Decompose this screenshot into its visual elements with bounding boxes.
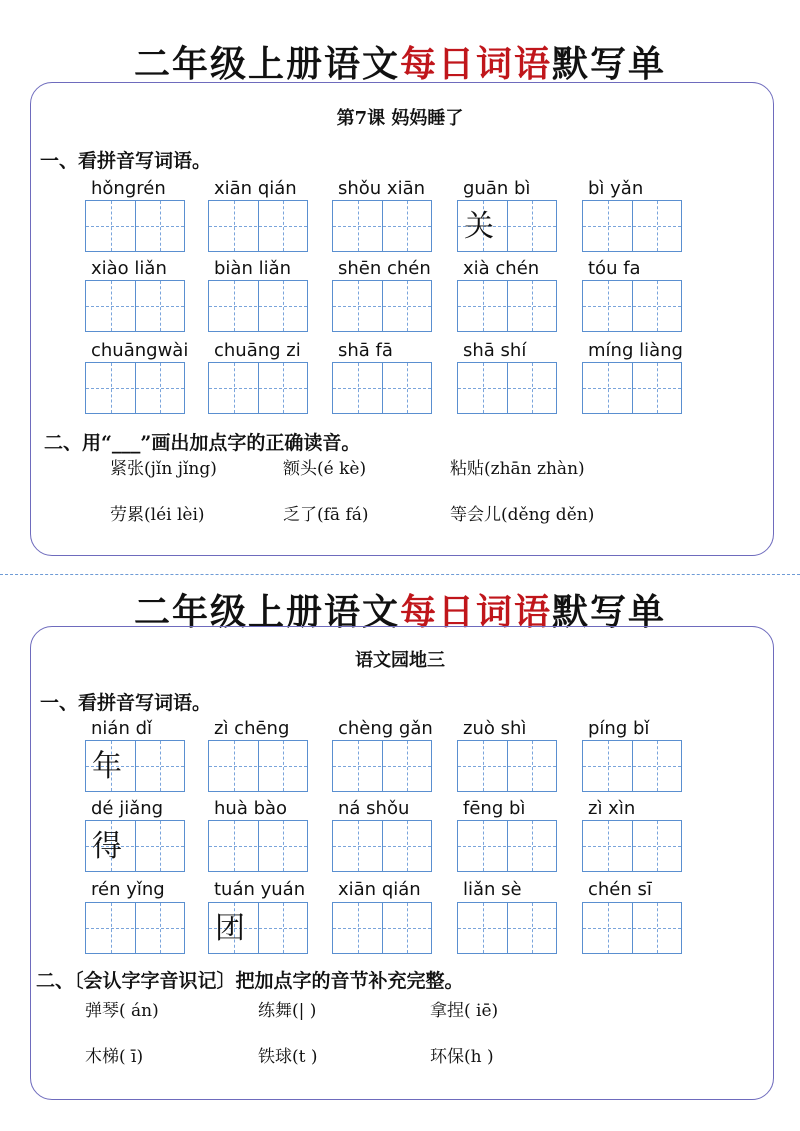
writing-grid[interactable] bbox=[582, 200, 682, 252]
pronunciation-item: 弹琴( án) bbox=[85, 1001, 159, 1021]
writing-grid[interactable] bbox=[85, 902, 185, 954]
writing-grid[interactable] bbox=[332, 902, 432, 954]
pinyin-label: zuò shì bbox=[463, 718, 527, 739]
pinyin-label: guān bì bbox=[463, 178, 531, 199]
example-character: 得 bbox=[92, 829, 122, 864]
pronunciation-item: 乏了(fā fá) bbox=[283, 505, 369, 525]
section-heading: 一、看拼音写词语。 bbox=[40, 150, 212, 172]
writing-grid[interactable] bbox=[457, 200, 557, 252]
cut-line bbox=[0, 574, 800, 575]
writing-grid[interactable] bbox=[85, 740, 185, 792]
pinyin-label: hǒngrén bbox=[91, 178, 166, 199]
pinyin-label: xiān qián bbox=[338, 879, 421, 900]
writing-grid[interactable] bbox=[457, 362, 557, 414]
pinyin-label: zì chēng bbox=[214, 718, 290, 739]
pronunciation-item: 练舞(| ) bbox=[258, 1001, 317, 1021]
pronunciation-item: 紧张(jǐn jǐng) bbox=[110, 459, 217, 479]
pinyin-label: biàn liǎn bbox=[214, 258, 292, 279]
pinyin-label: xiān qián bbox=[214, 178, 297, 199]
writing-grid[interactable] bbox=[85, 200, 185, 252]
pinyin-label: chén sī bbox=[588, 879, 652, 900]
writing-grid[interactable] bbox=[208, 902, 308, 954]
writing-grid[interactable] bbox=[582, 280, 682, 332]
lesson-title: 语文园地三 bbox=[355, 650, 445, 671]
writing-grid[interactable] bbox=[332, 280, 432, 332]
pinyin-label: dé jiǎng bbox=[91, 798, 164, 819]
writing-grid[interactable] bbox=[582, 740, 682, 792]
writing-grid[interactable] bbox=[208, 740, 308, 792]
lesson-title: 第7课 妈妈睡了 bbox=[336, 108, 464, 129]
pinyin-label: nián dǐ bbox=[91, 718, 152, 739]
pinyin-label: shǒu xiān bbox=[338, 178, 426, 199]
pinyin-label: bì yǎn bbox=[588, 178, 644, 199]
pinyin-label: fēng bì bbox=[463, 798, 526, 819]
pinyin-label: míng liàng bbox=[588, 340, 683, 361]
section-heading: 二、用“___”画出加点字的正确读音。 bbox=[44, 432, 361, 454]
pinyin-label: chuāngwài bbox=[91, 340, 189, 361]
pinyin-label: shā shí bbox=[463, 340, 527, 361]
writing-grid[interactable] bbox=[457, 820, 557, 872]
pinyin-label: xiào liǎn bbox=[91, 258, 167, 279]
pinyin-label: zì xìn bbox=[588, 798, 636, 819]
pronunciation-item: 木梯( ī) bbox=[85, 1047, 144, 1067]
writing-grid[interactable] bbox=[332, 362, 432, 414]
writing-grid[interactable] bbox=[457, 740, 557, 792]
pinyin-label: píng bǐ bbox=[588, 718, 650, 739]
writing-grid[interactable] bbox=[208, 362, 308, 414]
pronunciation-item: 劳累(léi lèi) bbox=[110, 505, 205, 525]
example-character: 团 bbox=[215, 911, 245, 946]
writing-grid[interactable] bbox=[85, 280, 185, 332]
section-heading: 二、〔会认字字音识记〕把加点字的音节补充完整。 bbox=[36, 970, 464, 992]
pronunciation-item: 拿捏( iē) bbox=[430, 1001, 499, 1021]
pronunciation-item: 等会儿(děng děn) bbox=[450, 505, 595, 525]
pinyin-label: chèng gǎn bbox=[338, 718, 433, 739]
writing-grid[interactable] bbox=[208, 820, 308, 872]
pronunciation-item: 铁球(t ) bbox=[258, 1047, 318, 1067]
writing-grid[interactable] bbox=[332, 740, 432, 792]
section-heading: 一、看拼音写词语。 bbox=[40, 692, 212, 714]
writing-grid[interactable] bbox=[208, 200, 308, 252]
pinyin-label: tuán yuán bbox=[214, 879, 306, 900]
writing-grid[interactable] bbox=[85, 820, 185, 872]
writing-grid[interactable] bbox=[457, 280, 557, 332]
pinyin-label: shēn chén bbox=[338, 258, 431, 279]
writing-grid[interactable] bbox=[457, 902, 557, 954]
writing-grid[interactable] bbox=[582, 902, 682, 954]
page-title: 二年级上册语文每日词语默写单 bbox=[133, 592, 667, 633]
pronunciation-item: 粘贴(zhān zhàn) bbox=[450, 459, 585, 479]
pinyin-label: shā fā bbox=[338, 340, 393, 361]
pronunciation-item: 额头(é kè) bbox=[283, 459, 367, 479]
pinyin-label: xià chén bbox=[463, 258, 540, 279]
writing-grid[interactable] bbox=[208, 280, 308, 332]
pronunciation-item: 环保(h ) bbox=[430, 1047, 494, 1067]
writing-grid[interactable] bbox=[85, 362, 185, 414]
pinyin-label: rén yǐng bbox=[91, 879, 165, 900]
pinyin-label: huà bào bbox=[214, 798, 288, 819]
writing-grid[interactable] bbox=[332, 820, 432, 872]
writing-grid[interactable] bbox=[582, 362, 682, 414]
pinyin-label: chuāng zi bbox=[214, 340, 301, 361]
pinyin-label: liǎn sè bbox=[463, 879, 522, 900]
writing-grid[interactable] bbox=[332, 200, 432, 252]
pinyin-label: tóu fa bbox=[588, 258, 641, 279]
example-character: 关 bbox=[464, 209, 494, 244]
example-character: 年 bbox=[92, 749, 122, 784]
writing-grid[interactable] bbox=[582, 820, 682, 872]
page-title: 二年级上册语文每日词语默写单 bbox=[133, 44, 667, 85]
pinyin-label: ná shǒu bbox=[338, 798, 410, 819]
